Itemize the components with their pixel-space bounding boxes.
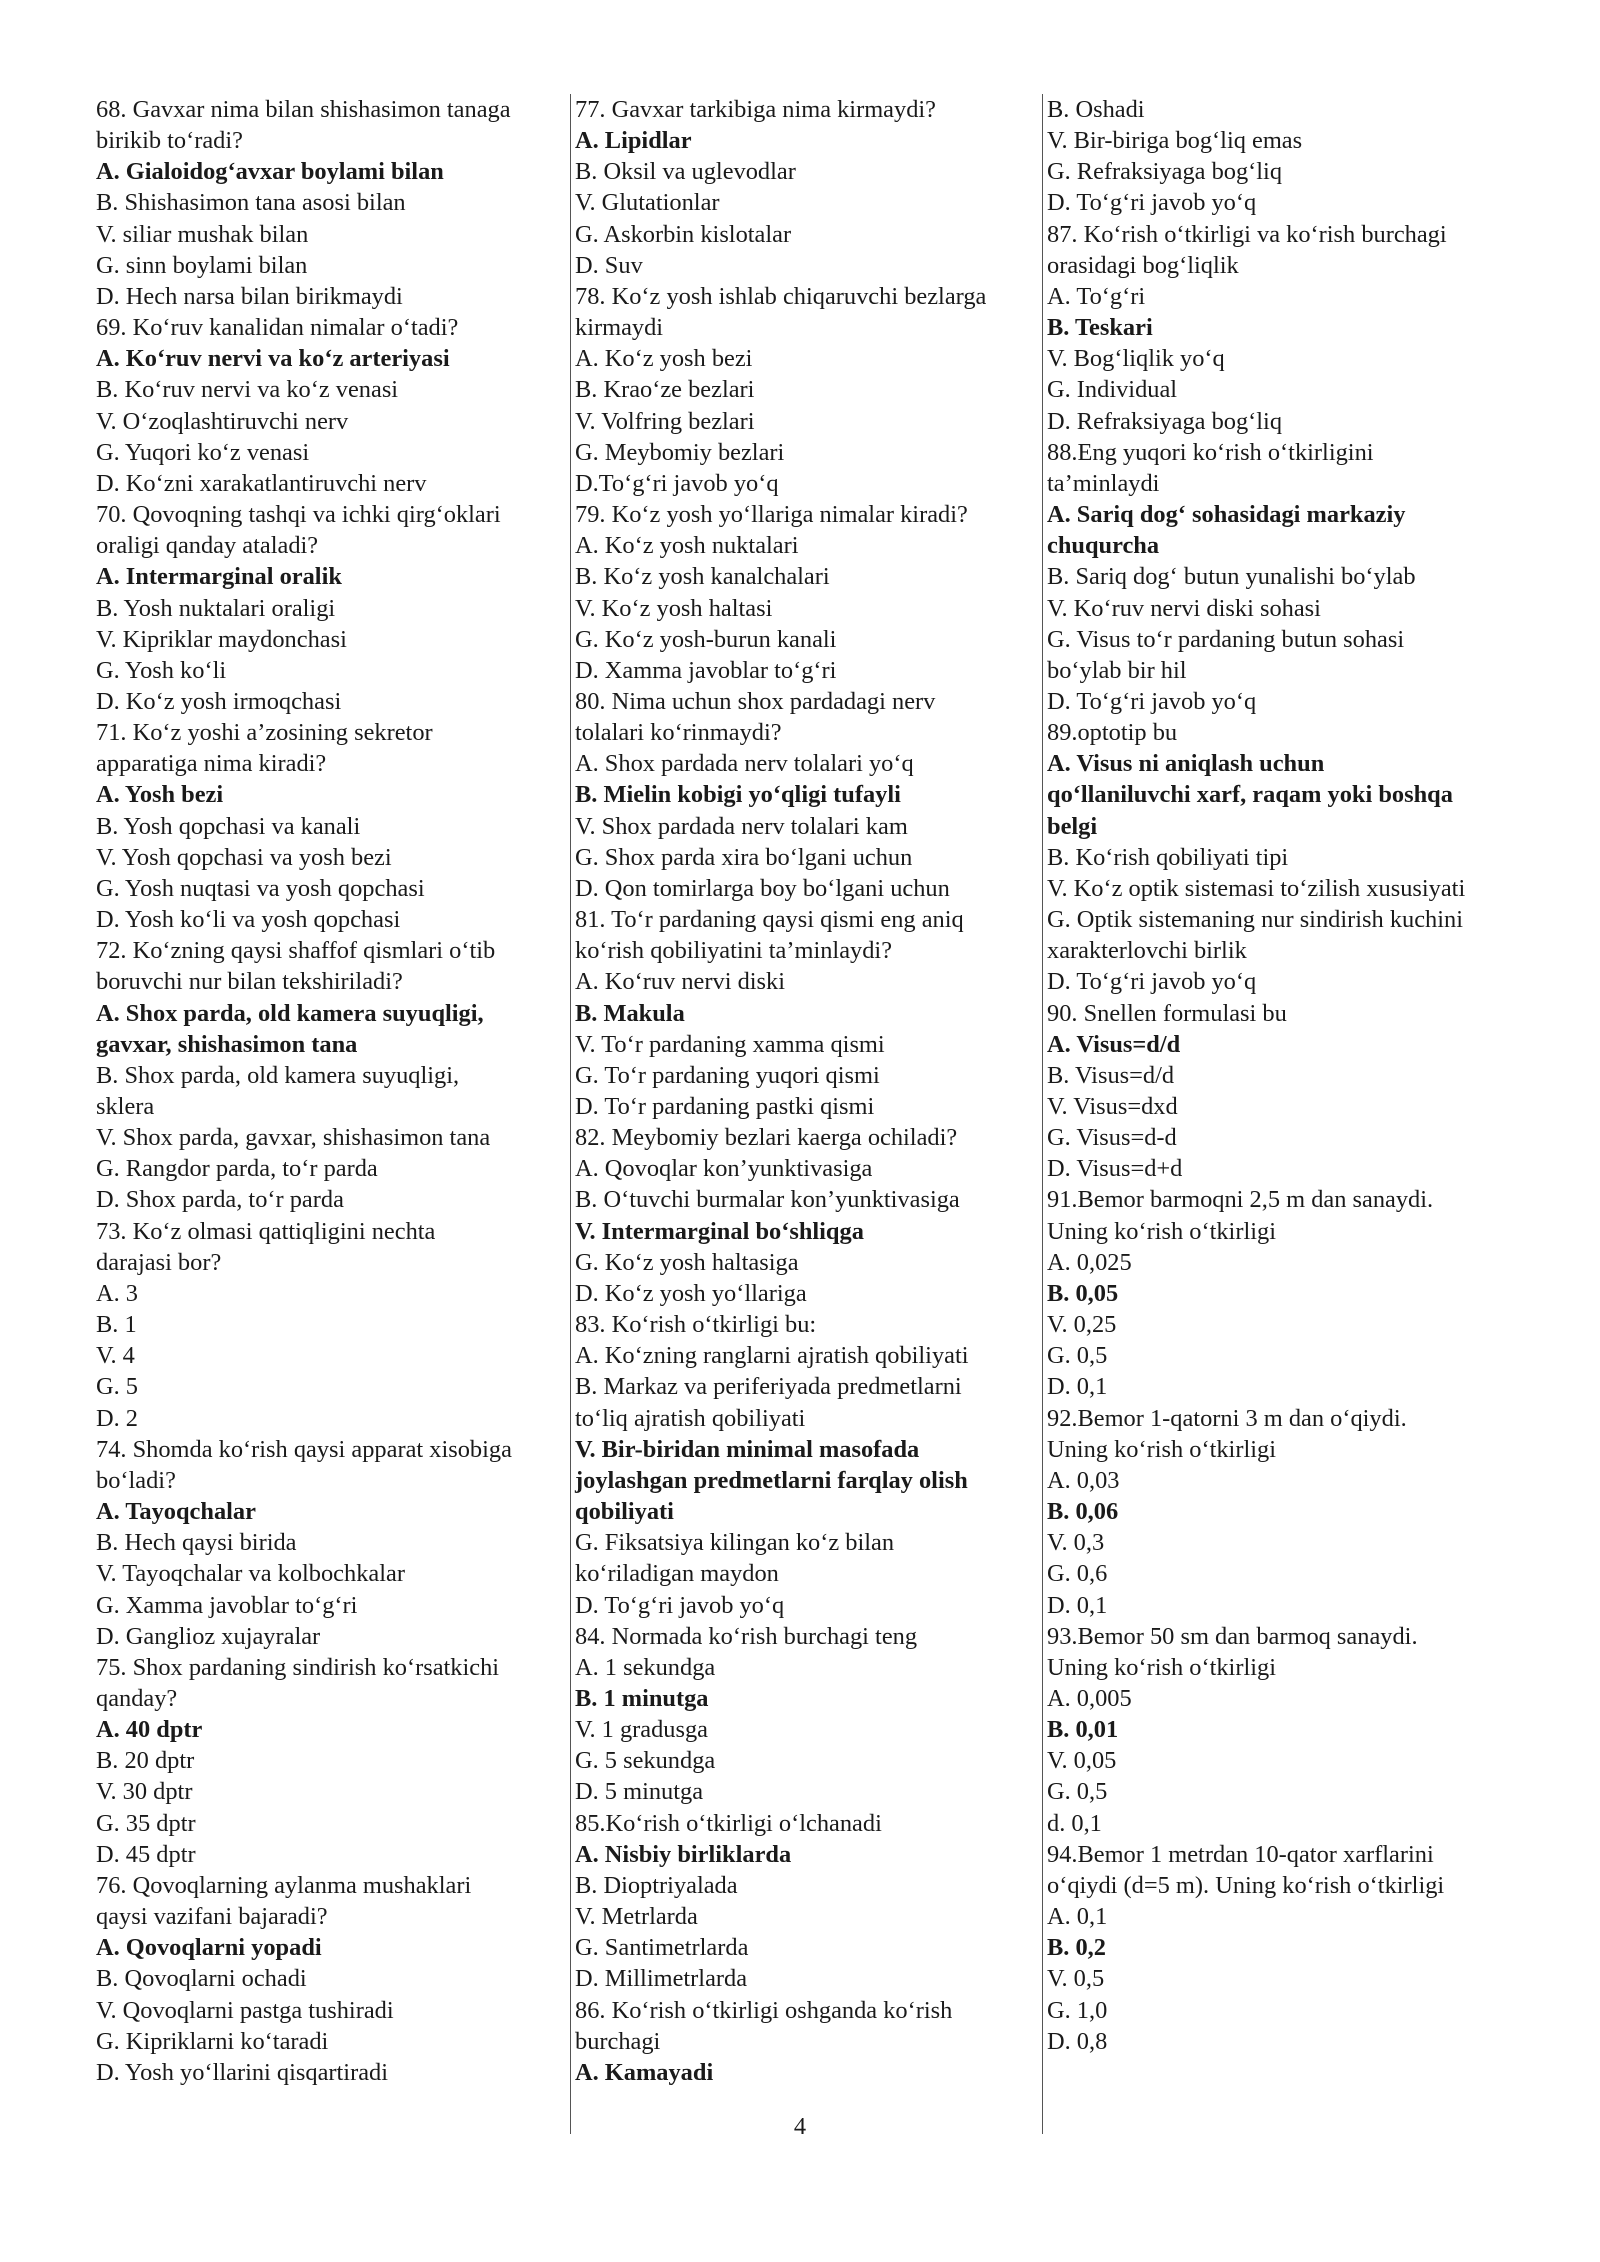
text-line: V. Kipriklar maydonchasi bbox=[96, 625, 347, 653]
answer-line: A. Lipidlar bbox=[575, 127, 692, 155]
text-line: V. Metrlarda bbox=[575, 1903, 698, 1931]
text-line: 85.Ko‘rish o‘tkirligi o‘lchanadi bbox=[575, 1809, 882, 1837]
text-line: G. Santimetrlarda bbox=[575, 1934, 749, 1962]
text-line: orasidagi bog‘liqlik bbox=[1047, 251, 1239, 279]
text-line: 94.Bemor 1 metrdan 10-qator xarflarini bbox=[1047, 1840, 1434, 1868]
text-line: 90. Snellen formulasi bu bbox=[1047, 999, 1287, 1027]
text-line: G. 0,5 bbox=[1047, 1342, 1108, 1370]
text-line: 89.optotip bu bbox=[1047, 719, 1178, 747]
text-line: G. Shox parda xira bo‘lgani uchun bbox=[575, 843, 913, 871]
text-line: A. 0,025 bbox=[1047, 1248, 1132, 1276]
text-line: V. 30 dptr bbox=[96, 1778, 193, 1806]
text-line: 76. Qovoqlarning aylanma mushaklari bbox=[96, 1871, 472, 1899]
text-line: B. Oksil va uglevodlar bbox=[575, 158, 796, 186]
text-line: V. siliar mushak bilan bbox=[96, 220, 309, 248]
answer-line: A. Visus ni aniqlash uchun bbox=[1047, 750, 1325, 778]
answer-line: B. Makula bbox=[575, 999, 685, 1027]
text-column-middle bbox=[570, 94, 1039, 2134]
text-line: apparatiga nima kiradi? bbox=[96, 750, 327, 778]
answer-line: V. Bir-biridan minimal masofada bbox=[575, 1435, 920, 1463]
text-line: d. 0,1 bbox=[1047, 1809, 1102, 1837]
answer-line: A. Sariq dog‘ sohasidagi markaziy bbox=[1047, 501, 1406, 529]
text-line: G. 5 sekundga bbox=[575, 1747, 716, 1775]
text-line: V. O‘zoqlashtiruvchi nerv bbox=[96, 407, 349, 435]
text-line: B. Krao‘ze bezlari bbox=[575, 376, 755, 404]
text-line: G. Xamma javoblar to‘g‘ri bbox=[96, 1591, 358, 1619]
text-line: D. Hech narsa bilan birikmaydi bbox=[96, 282, 403, 310]
text-line: 68. Gavxar nima bilan shishasimon tanaga bbox=[96, 96, 511, 123]
text-line: D. To‘g‘ri javob yo‘q bbox=[575, 1591, 785, 1619]
text-line: V. 1 gradusga bbox=[575, 1716, 709, 1744]
text-line: 79. Ko‘z yosh yo‘llariga nimalar kiradi? bbox=[575, 501, 968, 529]
text-line: V. Ko‘z optik sistemasi to‘zilish xususiyati bbox=[1047, 874, 1466, 902]
text-line: Uning ko‘rish o‘tkirligi bbox=[1047, 1435, 1276, 1463]
text-line: ko‘riladigan maydon bbox=[575, 1560, 779, 1588]
text-line: A. 0,03 bbox=[1047, 1466, 1120, 1494]
text-line: 78. Ko‘z yosh ishlab chiqaruvchi bezlarga bbox=[575, 282, 987, 310]
answer-line: A. Gialoidog‘avxar boylami bilan bbox=[96, 158, 444, 186]
text-line: V. 0,25 bbox=[1047, 1311, 1117, 1339]
answer-line: B. 0,05 bbox=[1047, 1279, 1119, 1307]
text-line: Uning ko‘rish o‘tkirligi bbox=[1047, 1217, 1276, 1245]
text-line: V. To‘r pardaning xamma qismi bbox=[575, 1030, 885, 1058]
text-line: 69. Ko‘ruv kanalidan nimalar o‘tadi? bbox=[96, 314, 459, 342]
answer-line: B. 0,2 bbox=[1047, 1934, 1106, 1962]
text-line: ta’minlaydi bbox=[1047, 469, 1160, 497]
text-line: V. Volfring bezlari bbox=[575, 407, 755, 435]
text-line: 70. Qovoqning tashqi va ichki qirg‘oklari bbox=[96, 501, 501, 529]
text-line: D. Millimetrlarda bbox=[575, 1965, 748, 1993]
text-line: D. 2 bbox=[96, 1404, 139, 1432]
text-line: 91.Bemor barmoqni 2,5 m dan sanaydi. bbox=[1047, 1186, 1434, 1214]
text-line: V. Shox pardada nerv tolalari kam bbox=[575, 812, 908, 840]
text-line: B. Yosh qopchasi va kanali bbox=[96, 812, 361, 840]
text-line: D. Shox parda, to‘r parda bbox=[96, 1186, 344, 1214]
text-column-left bbox=[96, 94, 562, 2134]
text-line: B. Dioptriyalada bbox=[575, 1871, 738, 1899]
text-line: G. 35 dptr bbox=[96, 1809, 196, 1837]
answer-line: B. 0,01 bbox=[1047, 1716, 1119, 1744]
text-line: G. sinn boylami bilan bbox=[96, 251, 308, 279]
text-line: D.To‘g‘ri javob yo‘q bbox=[575, 469, 779, 497]
answer-line: B. 1 minutga bbox=[575, 1684, 709, 1712]
text-line: D. To‘r pardaning pastki qismi bbox=[575, 1093, 875, 1120]
text-line: D. Suv bbox=[575, 251, 643, 279]
text-line: G. Askorbin kislotalar bbox=[575, 220, 792, 248]
answer-line: V. Intermarginal bo‘shliqga bbox=[575, 1217, 864, 1245]
text-line: D. To‘g‘ri javob yo‘q bbox=[1047, 687, 1257, 715]
text-line: B. 1 bbox=[96, 1311, 137, 1339]
text-line: 82. Meybomiy bezlari kaerga ochiladi? bbox=[575, 1124, 958, 1152]
answer-line: A. Qovoqlarni yopadi bbox=[96, 1934, 322, 1962]
text-line: G. To‘r pardaning yuqori qismi bbox=[575, 1061, 880, 1089]
text-line: B. O‘tuvchi burmalar kon’yunktivasiga bbox=[575, 1186, 960, 1214]
text-line: D. Ko‘z yosh yo‘llariga bbox=[575, 1279, 807, 1307]
text-line: G. 5 bbox=[96, 1373, 139, 1401]
text-line: B. Ko‘ruv nervi va ko‘z venasi bbox=[96, 376, 399, 404]
text-line: Uning ko‘rish o‘tkirligi bbox=[1047, 1653, 1276, 1681]
text-line: A. 0,1 bbox=[1047, 1903, 1108, 1931]
page-number: 4 bbox=[793, 2113, 807, 2140]
text-line: 92.Bemor 1-qatorni 3 m dan o‘qiydi. bbox=[1047, 1404, 1407, 1432]
text-line: D. 45 dptr bbox=[96, 1840, 196, 1868]
text-line: D. 5 minutga bbox=[575, 1778, 704, 1806]
text-line: ko‘rish qobiliyatini ta’minlaydi? bbox=[575, 937, 893, 965]
text-line: D. Ko‘zni xarakatlantiruvchi nerv bbox=[96, 469, 427, 497]
answer-line: A. 40 dptr bbox=[96, 1716, 203, 1744]
text-line: D. Ganglioz xujayralar bbox=[96, 1622, 321, 1650]
text-line: birikib to‘radi? bbox=[96, 127, 243, 155]
text-line: 86. Ko‘rish o‘tkirligi oshganda ko‘rish bbox=[575, 1996, 953, 2024]
text-line: G. 0,5 bbox=[1047, 1778, 1108, 1806]
answer-line: B. Teskari bbox=[1047, 314, 1153, 342]
text-line: G. Refraksiyaga bog‘liq bbox=[1047, 158, 1283, 186]
text-line: G. Optik sistemaning nur sindirish kuchini bbox=[1047, 906, 1463, 934]
text-line: B. Visus=d/d bbox=[1047, 1061, 1175, 1089]
text-line: V. Shox parda, gavxar, shishasimon tana bbox=[96, 1124, 491, 1152]
text-line: B. Oshadi bbox=[1047, 96, 1145, 123]
text-line: A. Shox pardada nerv tolalari yo‘q bbox=[575, 750, 914, 778]
text-line: D. To‘g‘ri javob yo‘q bbox=[1047, 968, 1257, 996]
answer-line: chuqurcha bbox=[1047, 532, 1160, 560]
text-line: A. Ko‘z yosh nuktalari bbox=[575, 532, 799, 560]
text-line: D. To‘g‘ri javob yo‘q bbox=[1047, 189, 1257, 217]
text-line: A. Ko‘z yosh bezi bbox=[575, 345, 753, 373]
answer-line: A. Kamayadi bbox=[575, 2058, 714, 2086]
text-line: B. Qovoqlarni ochadi bbox=[96, 1965, 307, 1993]
text-line: B. Shox parda, old kamera suyuqligi, bbox=[96, 1061, 460, 1089]
text-line: V. Bir-biriga bog‘liq emas bbox=[1047, 127, 1303, 155]
answer-line: A. Shox parda, old kamera suyuqligi, bbox=[96, 999, 484, 1027]
text-line: qanday? bbox=[96, 1684, 178, 1712]
text-line: V. Visus=dxd bbox=[1047, 1093, 1178, 1120]
answer-line: A. Visus=d/d bbox=[1047, 1030, 1181, 1058]
text-line: qaysi vazifani bajaradi? bbox=[96, 1903, 328, 1931]
text-line: B. Markaz va periferiyada predmetlarni bbox=[575, 1373, 962, 1401]
text-line: G. Yuqori ko‘z venasi bbox=[96, 438, 310, 466]
text-line: V. Ko‘z yosh haltasi bbox=[575, 594, 773, 622]
answer-line: gavxar, shishasimon tana bbox=[96, 1030, 358, 1058]
text-line: 77. Gavxar tarkibiga nima kirmaydi? bbox=[575, 96, 937, 123]
text-line: 88.Eng yuqori ko‘rish o‘tkirligini bbox=[1047, 438, 1374, 466]
text-line: 93.Bemor 50 sm dan barmoq sanaydi. bbox=[1047, 1622, 1418, 1650]
text-line: 80. Nima uchun shox pardadagi nerv bbox=[575, 687, 936, 715]
text-line: 81. To‘r pardaning qaysi qismi eng aniq bbox=[575, 906, 964, 934]
answer-line: qobiliyati bbox=[575, 1498, 674, 1526]
text-line: G. Ko‘z yosh haltasiga bbox=[575, 1248, 799, 1276]
text-line: B. Hech qaysi birida bbox=[96, 1529, 297, 1557]
text-line: G. Individual bbox=[1047, 376, 1178, 404]
text-line: A. Qovoqlar kon’yunktivasiga bbox=[575, 1155, 873, 1183]
text-line: sklera bbox=[96, 1093, 155, 1120]
text-line: V. 0,5 bbox=[1047, 1965, 1105, 1993]
text-line: V. Ko‘ruv nervi diski sohasi bbox=[1047, 594, 1321, 622]
text-line: B. Shishasimon tana asosi bilan bbox=[96, 189, 406, 217]
text-line: V. Glutationlar bbox=[575, 189, 720, 217]
text-line: D. Refraksiyaga bog‘liq bbox=[1047, 407, 1283, 435]
text-line: to‘liq ajratish qobiliyati bbox=[575, 1404, 806, 1432]
text-line: kirmaydi bbox=[575, 314, 664, 342]
text-line: A. 1 sekundga bbox=[575, 1653, 716, 1681]
answer-line: B. Mielin kobigi yo‘qligi tufayli bbox=[575, 781, 901, 809]
text-line: B. 20 dptr bbox=[96, 1747, 195, 1775]
text-line: tolalari ko‘rinmaydi? bbox=[575, 719, 782, 747]
text-line: D. Qon tomirlarga boy bo‘lgani uchun bbox=[575, 874, 950, 902]
text-line: V. Tayoqchalar va kolbochkalar bbox=[96, 1560, 405, 1588]
text-line: G. 0,6 bbox=[1047, 1560, 1108, 1588]
answer-line: qo‘llaniluvchi xarf, raqam yoki boshqa bbox=[1047, 781, 1453, 809]
text-line: V. Yosh qopchasi va yosh bezi bbox=[96, 843, 392, 871]
text-line: B. Sariq dog‘ butun yunalishi bo‘ylab bbox=[1047, 563, 1416, 591]
text-line: D. Xamma javoblar to‘g‘ri bbox=[575, 656, 837, 684]
text-line: 87. Ko‘rish o‘tkirligi va ko‘rish burchagi bbox=[1047, 220, 1447, 248]
text-line: 83. Ko‘rish o‘tkirligi bu: bbox=[575, 1311, 817, 1339]
answer-line: joylashgan predmetlarni farqlay olish bbox=[575, 1466, 968, 1494]
text-line: D. 0,8 bbox=[1047, 2027, 1108, 2055]
text-line: bo‘ladi? bbox=[96, 1466, 176, 1494]
text-line: xarakterlovchi birlik bbox=[1047, 937, 1247, 965]
text-line: B. Ko‘rish qobiliyati tipi bbox=[1047, 843, 1289, 871]
text-line: oraligi qanday ataladi? bbox=[96, 532, 319, 560]
text-line: G. Fiksatsiya kilingan ko‘z bilan bbox=[575, 1529, 895, 1557]
text-line: G. Yosh ko‘li bbox=[96, 656, 227, 684]
text-line: V. Bog‘liqlik yo‘q bbox=[1047, 345, 1225, 373]
text-line: A. 3 bbox=[96, 1279, 139, 1307]
text-line: 71. Ko‘z yoshi a’zosining sekretor bbox=[96, 719, 433, 747]
text-line: burchagi bbox=[575, 2027, 661, 2055]
text-line: 75. Shox pardaning sindirish ko‘rsatkichi bbox=[96, 1653, 500, 1681]
text-line: G. Yosh nuqtasi va yosh qopchasi bbox=[96, 874, 425, 902]
text-line: D. 0,1 bbox=[1047, 1591, 1108, 1619]
text-line: D. Visus=d+d bbox=[1047, 1155, 1183, 1183]
text-line: V. 0,3 bbox=[1047, 1529, 1105, 1557]
text-line: D. Yosh yo‘llarini qisqartiradi bbox=[96, 2058, 388, 2086]
text-line: D. 0,1 bbox=[1047, 1373, 1108, 1401]
text-line: G. 1,0 bbox=[1047, 1996, 1108, 2024]
text-line: 74. Shomda ko‘rish qaysi apparat xisobiga bbox=[96, 1435, 512, 1463]
document-page bbox=[96, 94, 1516, 2134]
text-line: A. Ko‘zning ranglarni ajratish qobiliyati bbox=[575, 1342, 969, 1370]
answer-line: A. Intermarginal oralik bbox=[96, 563, 342, 591]
text-line: 72. Ko‘zning qaysi shaffof qismlari o‘tib bbox=[96, 937, 496, 965]
text-column-right bbox=[1042, 94, 1521, 2134]
text-line: bo‘ylab bir hil bbox=[1047, 656, 1187, 684]
text-line: boruvchi nur bilan tekshiriladi? bbox=[96, 968, 403, 996]
text-line: A. 0,005 bbox=[1047, 1684, 1132, 1712]
answer-line: A. Nisbiy birliklarda bbox=[575, 1840, 792, 1868]
text-line: 84. Normada ko‘rish burchagi teng bbox=[575, 1622, 918, 1650]
answer-line: A. Tayoqchalar bbox=[96, 1498, 256, 1526]
text-line: V. 4 bbox=[96, 1342, 135, 1370]
text-line: o‘qiydi (d=5 m). Uning ko‘rish o‘tkirligi bbox=[1047, 1871, 1445, 1899]
text-line: G. Visus to‘r pardaning butun sohasi bbox=[1047, 625, 1405, 653]
text-line: D. Ko‘z yosh irmoqchasi bbox=[96, 687, 342, 715]
text-line: G. Visus=d-d bbox=[1047, 1124, 1177, 1152]
text-line: 73. Ko‘z olmasi qattiqligini nechta bbox=[96, 1217, 436, 1245]
text-line: B. Yosh nuktalari oraligi bbox=[96, 594, 336, 622]
answer-line: A. Ko‘ruv nervi va ko‘z arteriyasi bbox=[96, 345, 450, 373]
text-line: D. Yosh ko‘li va yosh qopchasi bbox=[96, 906, 401, 934]
text-line: G. Ko‘z yosh-burun kanali bbox=[575, 625, 837, 653]
answer-line: B. 0,06 bbox=[1047, 1498, 1119, 1526]
text-line: A. Ko‘ruv nervi diski bbox=[575, 968, 785, 996]
text-line: B. Ko‘z yosh kanalchalari bbox=[575, 563, 830, 591]
answer-line: A. Yosh bezi bbox=[96, 781, 224, 809]
text-line: G. Meybomiy bezlari bbox=[575, 438, 785, 466]
text-line: G. Rangdor parda, to‘r parda bbox=[96, 1155, 378, 1183]
text-line: darajasi bor? bbox=[96, 1248, 222, 1276]
text-line: G. Kipriklarni ko‘taradi bbox=[96, 2027, 329, 2055]
text-line: V. 0,05 bbox=[1047, 1747, 1117, 1775]
text-line: A. To‘g‘ri bbox=[1047, 282, 1146, 310]
text-line: V. Qovoqlarni pastga tushiradi bbox=[96, 1996, 394, 2024]
answer-line: belgi bbox=[1047, 812, 1098, 840]
